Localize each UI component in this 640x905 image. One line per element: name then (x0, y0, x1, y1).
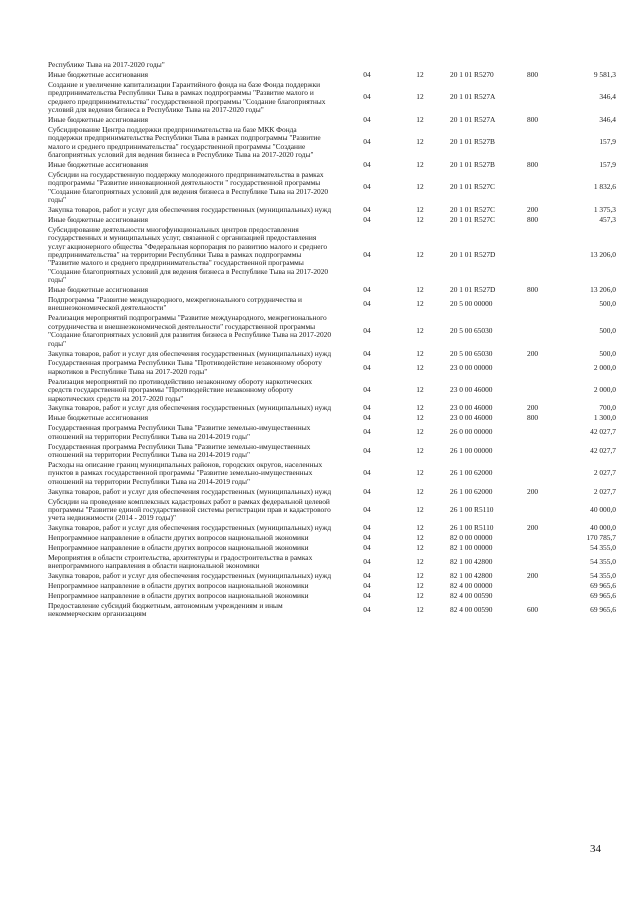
section-code: 04 (363, 182, 371, 192)
amount: 500,0 (599, 325, 616, 335)
subsection-code: 12 (416, 205, 424, 214)
amount: 1 300,0 (593, 413, 616, 423)
amount: 457,3 (599, 214, 616, 224)
table-row (48, 296, 616, 314)
expense-name: Субсидирование деятельности многофункциональных центров предоставления государственных и муниципальных услуг, связанной с организацией предоставления услуг акционерного общества "Федеральная корпорация по развитию малого и среднего предпринимательства" на территории Республики Тыва в рамках подпрограммы "Развитие малого и среднего предпринимательства" государственной программы "Создание благоприятных условий для ведения бизнеса в Республике Тыва на 2017-2020 годы" (48, 224, 329, 285)
table-row (48, 488, 616, 498)
amount: 2 000,0 (593, 362, 616, 372)
page-number: 34 (590, 843, 601, 855)
target-article-code: 26 1 00 00000 (450, 445, 493, 455)
section-code: 04 (363, 385, 371, 395)
target-article-code: 20 1 01 R527C (450, 214, 495, 224)
section-code: 04 (363, 413, 371, 423)
subsection-code: 12 (416, 533, 424, 543)
expense-name: Субсидии на государственную поддержку молодежного предпринимательства в рамках подпрограммы "Развитие инновационной деятельности " государственной программы "Создание благоприятных условий для ведения бизнеса в Республике Тыва на 2017-2020 годы" (48, 169, 329, 205)
amount: 2 027,7 (593, 486, 616, 496)
target-article-code: 26 1 00 62000 (450, 468, 493, 478)
amount: 9 581,3 (593, 69, 616, 79)
budget-document (48, 61, 616, 620)
target-article-code: 82 1 00 42800 (450, 557, 493, 567)
expense-type-code (527, 534, 564, 544)
amount: 69 965,6 (590, 581, 616, 591)
section-code: 04 (363, 69, 371, 79)
amount: 157,9 (599, 137, 616, 147)
target-article-code: 26 1 00 R5110 (450, 504, 494, 514)
table-row (48, 498, 616, 525)
amount: 54 355,0 (590, 543, 616, 553)
subsection-code: 12 (416, 504, 424, 514)
table-row (48, 602, 616, 620)
target-article-code: 20 5 00 00000 (450, 299, 493, 309)
target-article-code: 82 1 00 42800 (450, 571, 493, 581)
amount: 700,0 (599, 403, 616, 413)
expense-type-code (527, 226, 564, 286)
section-code: 04 (363, 348, 371, 358)
subsection-code: 12 (416, 137, 424, 147)
expense-type-code (527, 498, 564, 525)
subsection-code: 12 (416, 591, 424, 601)
amount: 42 027,7 (590, 445, 616, 455)
target-article-code: 26 0 00 00000 (450, 427, 493, 437)
section-code: 04 (363, 557, 371, 567)
amount: 42 027,7 (590, 427, 616, 437)
target-article-code: 23 0 00 46000 (450, 403, 493, 413)
expense-name: Иные бюджетные ассигнования (48, 114, 149, 124)
target-article-code: 23 0 00 00000 (450, 362, 493, 372)
section-code: 04 (363, 92, 371, 102)
target-article-code: 20 1 01 R527B (450, 159, 495, 169)
amount: 54 355,0 (590, 557, 616, 567)
subsection-code: 12 (416, 571, 424, 581)
subsection-code: 12 (416, 403, 424, 413)
expense-name: Непрограммное направление в области других вопросов национальной экономики (48, 533, 309, 543)
expense-type-code (527, 378, 564, 405)
target-article-code: 20 1 01 R527C (450, 205, 495, 214)
amount: 40 000,0 (590, 523, 616, 533)
budget-table (48, 61, 616, 620)
subsection-code: 12 (416, 250, 424, 260)
expense-type-code (527, 126, 564, 161)
expense-name: Государственная программа Республики Тыва "Противодействие незаконному обороту наркотиков в Республике Тыва на 2017-2020 годы" (48, 358, 322, 376)
budget-table-body (48, 61, 616, 620)
subsection-code: 12 (416, 362, 424, 372)
subsection-code: 12 (416, 114, 424, 124)
expense-type-code: 200 (527, 523, 539, 533)
expense-type-code (527, 544, 564, 554)
section-code: 04 (363, 362, 371, 372)
subsection-code: 12 (416, 486, 424, 496)
section-code: 04 (363, 523, 371, 533)
subsection-code: 12 (416, 445, 424, 455)
target-article-code: 20 1 01 R527A (450, 114, 496, 124)
amount: 157,9 (599, 159, 616, 169)
table-row (48, 81, 616, 116)
amount: 13 206,0 (590, 285, 616, 295)
expense-name: Создание и увеличение капитализации Гарантийного фонда на базе Фонда поддержки предпринимательства Республики Тыва в рамках подпрограммы "Развитие малого и среднего предпринимательства" государственной программы "Создание благоприятных условий для ведения бизнеса в Республике Тыва на 2017-2020 годы" (48, 79, 326, 115)
section-code: 04 (363, 543, 371, 553)
target-article-code: 82 4 00 00590 (450, 591, 493, 601)
section-code: 04 (363, 137, 371, 147)
section-code: 04 (363, 468, 371, 478)
expense-type-code (527, 296, 564, 314)
section-code: 04 (363, 250, 371, 260)
table-row (48, 378, 616, 405)
subsection-code: 12 (416, 543, 424, 553)
amount: 500,0 (599, 299, 616, 309)
subsection-code: 12 (416, 299, 424, 309)
expense-name: Реализация мероприятий по противодействию незаконному обороту наркотических средств государственной программы "Противодействие незаконному обороту наркотических средств на 2017-2020 годы" (48, 376, 313, 403)
section-code: 04 (363, 159, 371, 169)
subsection-code: 12 (416, 92, 424, 102)
section-code: 04 (363, 403, 371, 413)
expense-type-code (527, 359, 564, 377)
expense-name: Иные бюджетные ассигнования (48, 214, 149, 224)
subsection-code: 12 (416, 605, 424, 615)
target-article-code: 20 1 01 R5270 (450, 69, 494, 79)
target-article-code: 20 1 01 R527D (450, 285, 496, 295)
target-article-code: 20 5 00 65030 (450, 325, 493, 335)
expense-name: Непрограммное направление в области других вопросов национальной экономики (48, 581, 309, 591)
subsection-code: 12 (416, 214, 424, 224)
table-row (48, 226, 616, 286)
expense-type-code: 800 (527, 69, 539, 79)
section-code: 04 (363, 533, 371, 543)
subsection-code: 12 (416, 348, 424, 358)
expense-name: Иные бюджетные ассигнования (48, 159, 149, 169)
table-row (48, 314, 616, 349)
amount: 1 832,6 (593, 182, 616, 192)
section-code: 04 (363, 591, 371, 601)
expense-type-code (527, 592, 564, 602)
table-row (48, 554, 616, 572)
expense-name: Непрограммное направление в области других вопросов национальной экономики (48, 591, 309, 601)
section-code: 04 (363, 445, 371, 455)
section-code: 04 (363, 504, 371, 514)
expense-name: Закупка товаров, работ и услуг для обеспечения государственных (муниципальных) нужд (48, 348, 332, 358)
table-row (48, 461, 616, 488)
table-row (48, 359, 616, 377)
expense-type-code (527, 443, 564, 461)
expense-type-code: 200 (527, 348, 539, 358)
target-article-code: 20 5 00 65030 (450, 348, 493, 358)
expense-type-code: 800 (527, 159, 539, 169)
subsection-code: 12 (416, 523, 424, 533)
target-article-code: 20 1 01 R527D (450, 250, 496, 260)
expense-type-code: 200 (527, 486, 539, 496)
section-code: 04 (363, 205, 371, 214)
expense-name: Расходы на описание границ муниципальных районов, городских округов, населенных пунктов в рамках государственной программы "Развитие земельно-имущественных отношений на территории Республики Тыва на 2014-2019 годы" (48, 459, 323, 486)
section-code: 04 (363, 285, 371, 295)
subsection-code: 12 (416, 69, 424, 79)
section-code: 04 (363, 114, 371, 124)
section-code: 04 (363, 581, 371, 591)
expense-type-code: 800 (527, 413, 539, 423)
section-code: 04 (363, 605, 371, 615)
target-article-code: 20 1 01 R527A (450, 92, 496, 102)
expense-name: Иные бюджетные ассигнования (48, 413, 149, 423)
expense-name: Иные бюджетные ассигнования (48, 69, 149, 79)
table-row (48, 126, 616, 161)
expense-name: Подпрограмма "Развитие международного, межрегионального сотрудничества и внешнеэкономической деятельности" (48, 295, 303, 313)
amount: 500,0 (599, 348, 616, 358)
expense-type-code (527, 171, 564, 206)
expense-name: Государственная программа Республики Тыва "Развитие земельно-имущественных отношений на территории Республики Тыва на 2014-2019 годы" (48, 441, 311, 459)
expense-name: Закупка товаров, работ и услуг для обеспечения государственных (муниципальных) нужд (48, 403, 332, 413)
expense-type-code (527, 461, 564, 488)
target-article-code: 26 1 00 R5110 (450, 523, 494, 533)
target-article-code: 82 4 00 00590 (450, 605, 493, 615)
target-article-code: 23 0 00 46000 (450, 385, 493, 395)
subsection-code: 12 (416, 385, 424, 395)
expense-type-code (527, 81, 564, 116)
section-code: 04 (363, 571, 371, 581)
expense-type-code (527, 314, 564, 349)
expense-name: Предоставление субсидий бюджетным, автономным учреждениям и иным некоммерческим организациям (48, 600, 283, 619)
target-article-code: 26 1 00 62000 (450, 486, 493, 496)
expense-name: Закупка товаров, работ и услуг для обеспечения государственных (муниципальных) нужд (48, 523, 332, 533)
target-article-code: 82 4 00 00000 (450, 581, 493, 591)
expense-name: Закупка товаров, работ и услуг для обеспечения государственных (муниципальных) нужд (48, 205, 332, 214)
subsection-code: 12 (416, 285, 424, 295)
amount: 69 965,6 (590, 605, 616, 615)
expense-type-code (527, 554, 564, 572)
expense-name: Закупка товаров, работ и услуг для обеспечения государственных (муниципальных) нужд (48, 571, 332, 581)
expense-name: Реализация мероприятий подпрограммы "Развитие международного, межрегионального сотрудничества и внешнеэкономической деятельности" государственной программы "Создание благоприятных условий для развития бизнеса в Республике Тыва на 2017-2020 годы" (48, 313, 332, 348)
amount: 2 000,0 (593, 385, 616, 395)
target-article-code: 23 0 00 46000 (450, 413, 493, 423)
expense-type-code: 800 (527, 114, 539, 124)
amount: 13 206,0 (590, 250, 616, 260)
expense-name: Республике Тыва на 2017-2020 годы" (48, 60, 165, 69)
subsection-code: 12 (416, 182, 424, 192)
expense-type-code: 200 (527, 571, 539, 581)
amount: 1 375,3 (593, 205, 616, 214)
expense-type-code: 600 (527, 605, 539, 615)
table-row (48, 424, 616, 442)
expense-type-code (527, 582, 564, 592)
amount: 2 027,7 (593, 468, 616, 478)
subsection-code: 12 (416, 427, 424, 437)
section-code: 04 (363, 299, 371, 309)
target-article-code: 20 1 01 R527B (450, 137, 495, 147)
expense-type-code: 200 (527, 205, 539, 214)
expense-name: Субсидии на проведение комплексных кадастровых работ в рамках федеральной целевой программы "Развитие единой государственной системы регистрации прав и кадастрового учета недвижимости (2014 - 2019 годы)" (48, 496, 331, 523)
amount: 54 355,0 (590, 571, 616, 581)
expense-name: Непрограммное направление в области других вопросов национальной экономики (48, 543, 309, 553)
expense-type-code: 800 (527, 214, 539, 224)
subsection-code: 12 (416, 413, 424, 423)
amount: 69 965,6 (590, 591, 616, 601)
subsection-code: 12 (416, 557, 424, 567)
amount: 40 000,0 (590, 504, 616, 514)
expense-name: Иные бюджетные ассигнования (48, 285, 149, 295)
table-row (48, 443, 616, 461)
expense-type-code (527, 424, 564, 442)
subsection-code: 12 (416, 325, 424, 335)
subsection-code: 12 (416, 581, 424, 591)
target-article-code: 82 1 00 00000 (450, 543, 493, 553)
table-row (48, 171, 616, 206)
amount: 346,4 (599, 92, 616, 102)
section-code: 04 (363, 427, 371, 437)
expense-name: Закупка товаров, работ и услуг для обеспечения государственных (муниципальных) нужд (48, 486, 332, 496)
section-code: 04 (363, 486, 371, 496)
amount: 346,4 (599, 114, 616, 124)
subsection-code: 12 (416, 159, 424, 169)
expense-name: Государственная программа Республики Тыва "Развитие земельно-имущественных отношений на территории Республики Тыва на 2014-2019 годы" (48, 423, 311, 441)
subsection-code: 12 (416, 468, 424, 478)
section-code: 04 (363, 325, 371, 335)
section-code: 04 (363, 214, 371, 224)
expense-type-code: 200 (527, 403, 539, 413)
expense-type-code: 800 (527, 285, 539, 295)
target-article-code: 82 0 00 00000 (450, 533, 493, 543)
amount: 170 785,7 (586, 533, 616, 543)
target-article-code: 20 1 01 R527C (450, 182, 495, 192)
expense-name: Субсидирование Центра поддержки предпринимательства на базе МКК Фонда поддержки предпринимательства Республики Тыва в рамках подпрограммы "Развитие малого и среднего предпринимательства" государственной программы "Создание благоприятных условий для ведения бизнеса в Республике Тыва на 2017-2020 годы" (48, 124, 321, 160)
expense-name: Мероприятия в области строительства, архитектуры и градостроительства в рамках внепрограммного направления в области национальной экономики (48, 552, 313, 571)
